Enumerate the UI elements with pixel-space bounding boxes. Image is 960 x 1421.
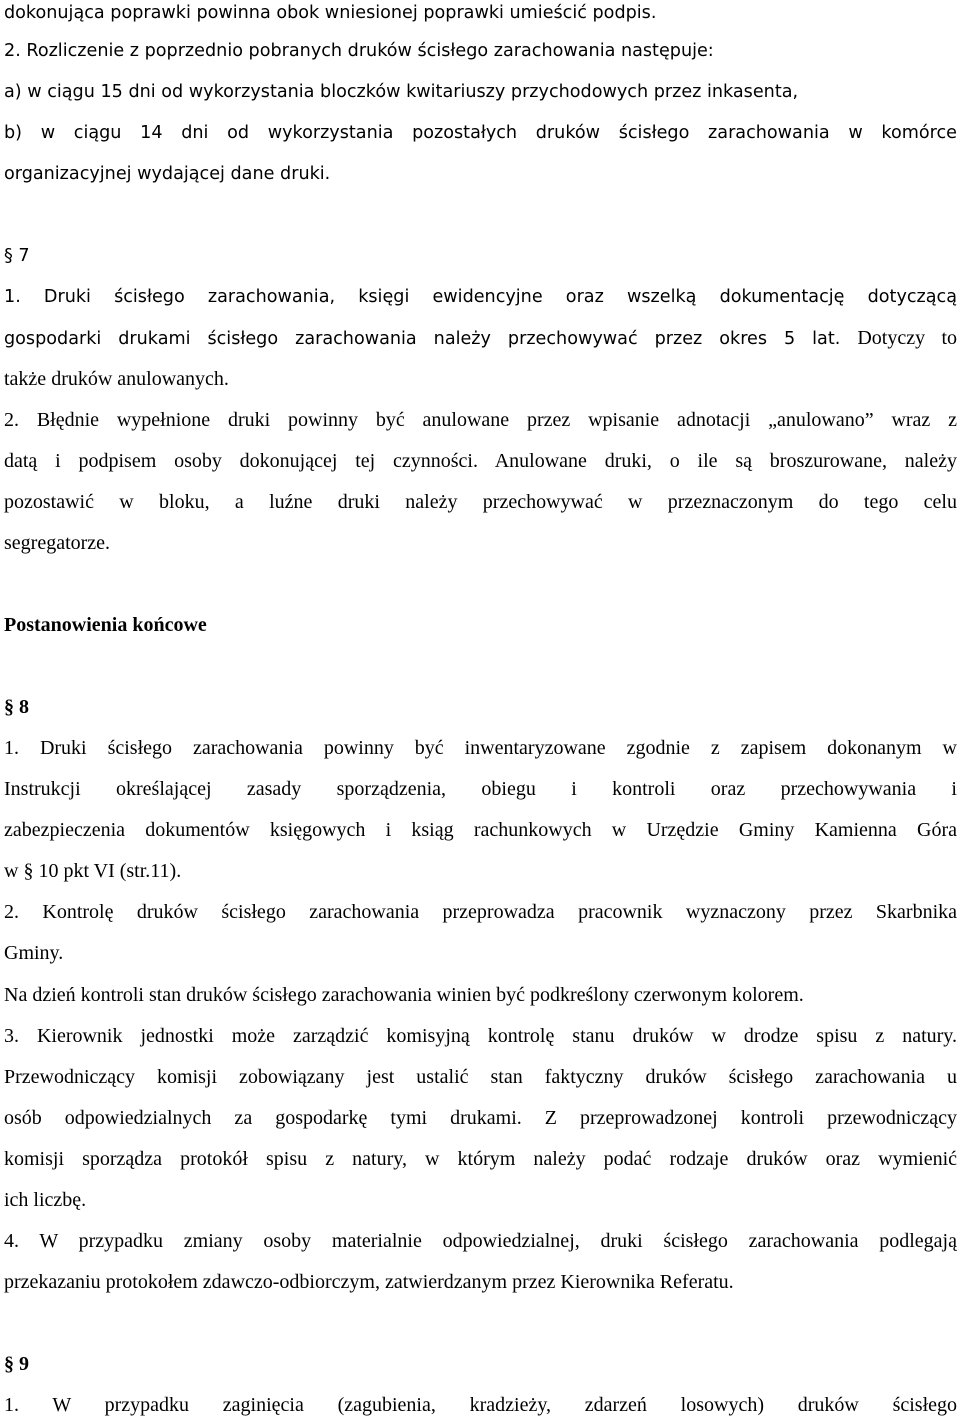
text-line: 2. Błędnie wypełnione druki powinny być anulowane przez wpisanie adnotacji „anulowano” wraz z: [4, 409, 957, 431]
text-line: także druków anulowanych.: [4, 368, 229, 390]
text-line: 1. Druki ścisłego zarachowania, księgi ewidencyjne oraz wszelką dokumentację dotyczącą: [4, 287, 957, 307]
text-line-part: gospodarki drukami ścisłego zarachowania należy przechowywać przez okres 5 lat.: [4, 329, 858, 349]
text-line: a) w ciągu 15 dni od wykorzystania bloczków kwitariuszy przychodowych przez inkasenta,: [4, 82, 799, 102]
text-line: ich liczbę.: [4, 1189, 87, 1211]
text-line-part: Dotyczy to: [857, 327, 957, 349]
text-line: w § 10 pkt VI (str.11).: [4, 860, 182, 882]
text-line: 1. Druki ścisłego zarachowania powinny być inwentaryzowane zgodnie z zapisem dokonanym w: [4, 737, 957, 759]
text-line: 2. Kontrolę druków ścisłego zarachowania przeprowadza pracownik wyznaczony przez Skarbnika: [4, 901, 957, 923]
text-line: segregatorze.: [4, 532, 111, 554]
text-line: organizacyjnej wydającej dane druki.: [4, 164, 331, 184]
section-heading: § 9: [4, 1353, 29, 1375]
text-line: komisji sporządza protokół spisu z natury, w którym należy podać rodzaje druków oraz wymienić: [4, 1148, 957, 1170]
text-line: pozostawić w bloku, a luźne druki należy przechowywać w przeznaczonym do tego celu: [4, 491, 957, 513]
section-heading: § 7: [4, 246, 30, 266]
text-line: przekazaniu protokołem zdawczo-odbiorczym, zatwierdzanym przez Kierownika Referatu.: [4, 1271, 734, 1293]
text-line-mixed: [4, 325, 957, 353]
text-line: dokonująca poprawki powinna obok wniesionej poprawki umieścić podpis.: [4, 3, 657, 23]
text-line: zabezpieczenia dokumentów księgowych i ksiąg rachunkowych w Urzędzie Gminy Kamienna Góra: [4, 819, 957, 841]
text-line: osób odpowiedzialnych za gospodarkę tymi drukami. Z przeprowadzonej kontroli przewodniczący: [4, 1107, 957, 1129]
section-heading: § 8: [4, 696, 29, 718]
text-line: Przewodniczący komisji zobowiązany jest ustalić stan faktyczny druków ścisłego zarachowania u: [4, 1066, 957, 1088]
text-line: 1. W przypadku zaginięcia (zagubienia, kradzieży, zdarzeń losowych) druków ścisłego: [4, 1394, 957, 1416]
text-line: 4. W przypadku zmiany osoby materialnie odpowiedzialnej, druki ścisłego zarachowania podlegają: [4, 1230, 957, 1252]
text-line: 3. Kierownik jednostki może zarządzić komisyjną kontrolę stanu druków w drodze spisu z natury.: [4, 1025, 957, 1047]
section-title: Postanowienia końcowe: [4, 614, 207, 636]
text-line: Na dzień kontroli stan druków ścisłego zarachowania winien być podkreślony czerwonym kolorem.: [4, 984, 804, 1006]
text-line: 2. Rozliczenie z poprzednio pobranych druków ścisłego zarachowania następuje:: [4, 41, 714, 61]
text-line: Gminy.: [4, 942, 64, 964]
text-line: datą i podpisem osoby dokonującej tej czynności. Anulowane druki, o ile są broszurowane, należy: [4, 450, 957, 472]
text-line: Instrukcji określającej zasady sporządzenia, obiegu i kontroli oraz przechowywania i: [4, 778, 957, 800]
text-line: b) w ciągu 14 dni od wykorzystania pozostałych druków ścisłego zarachowania w komórce: [4, 123, 957, 143]
